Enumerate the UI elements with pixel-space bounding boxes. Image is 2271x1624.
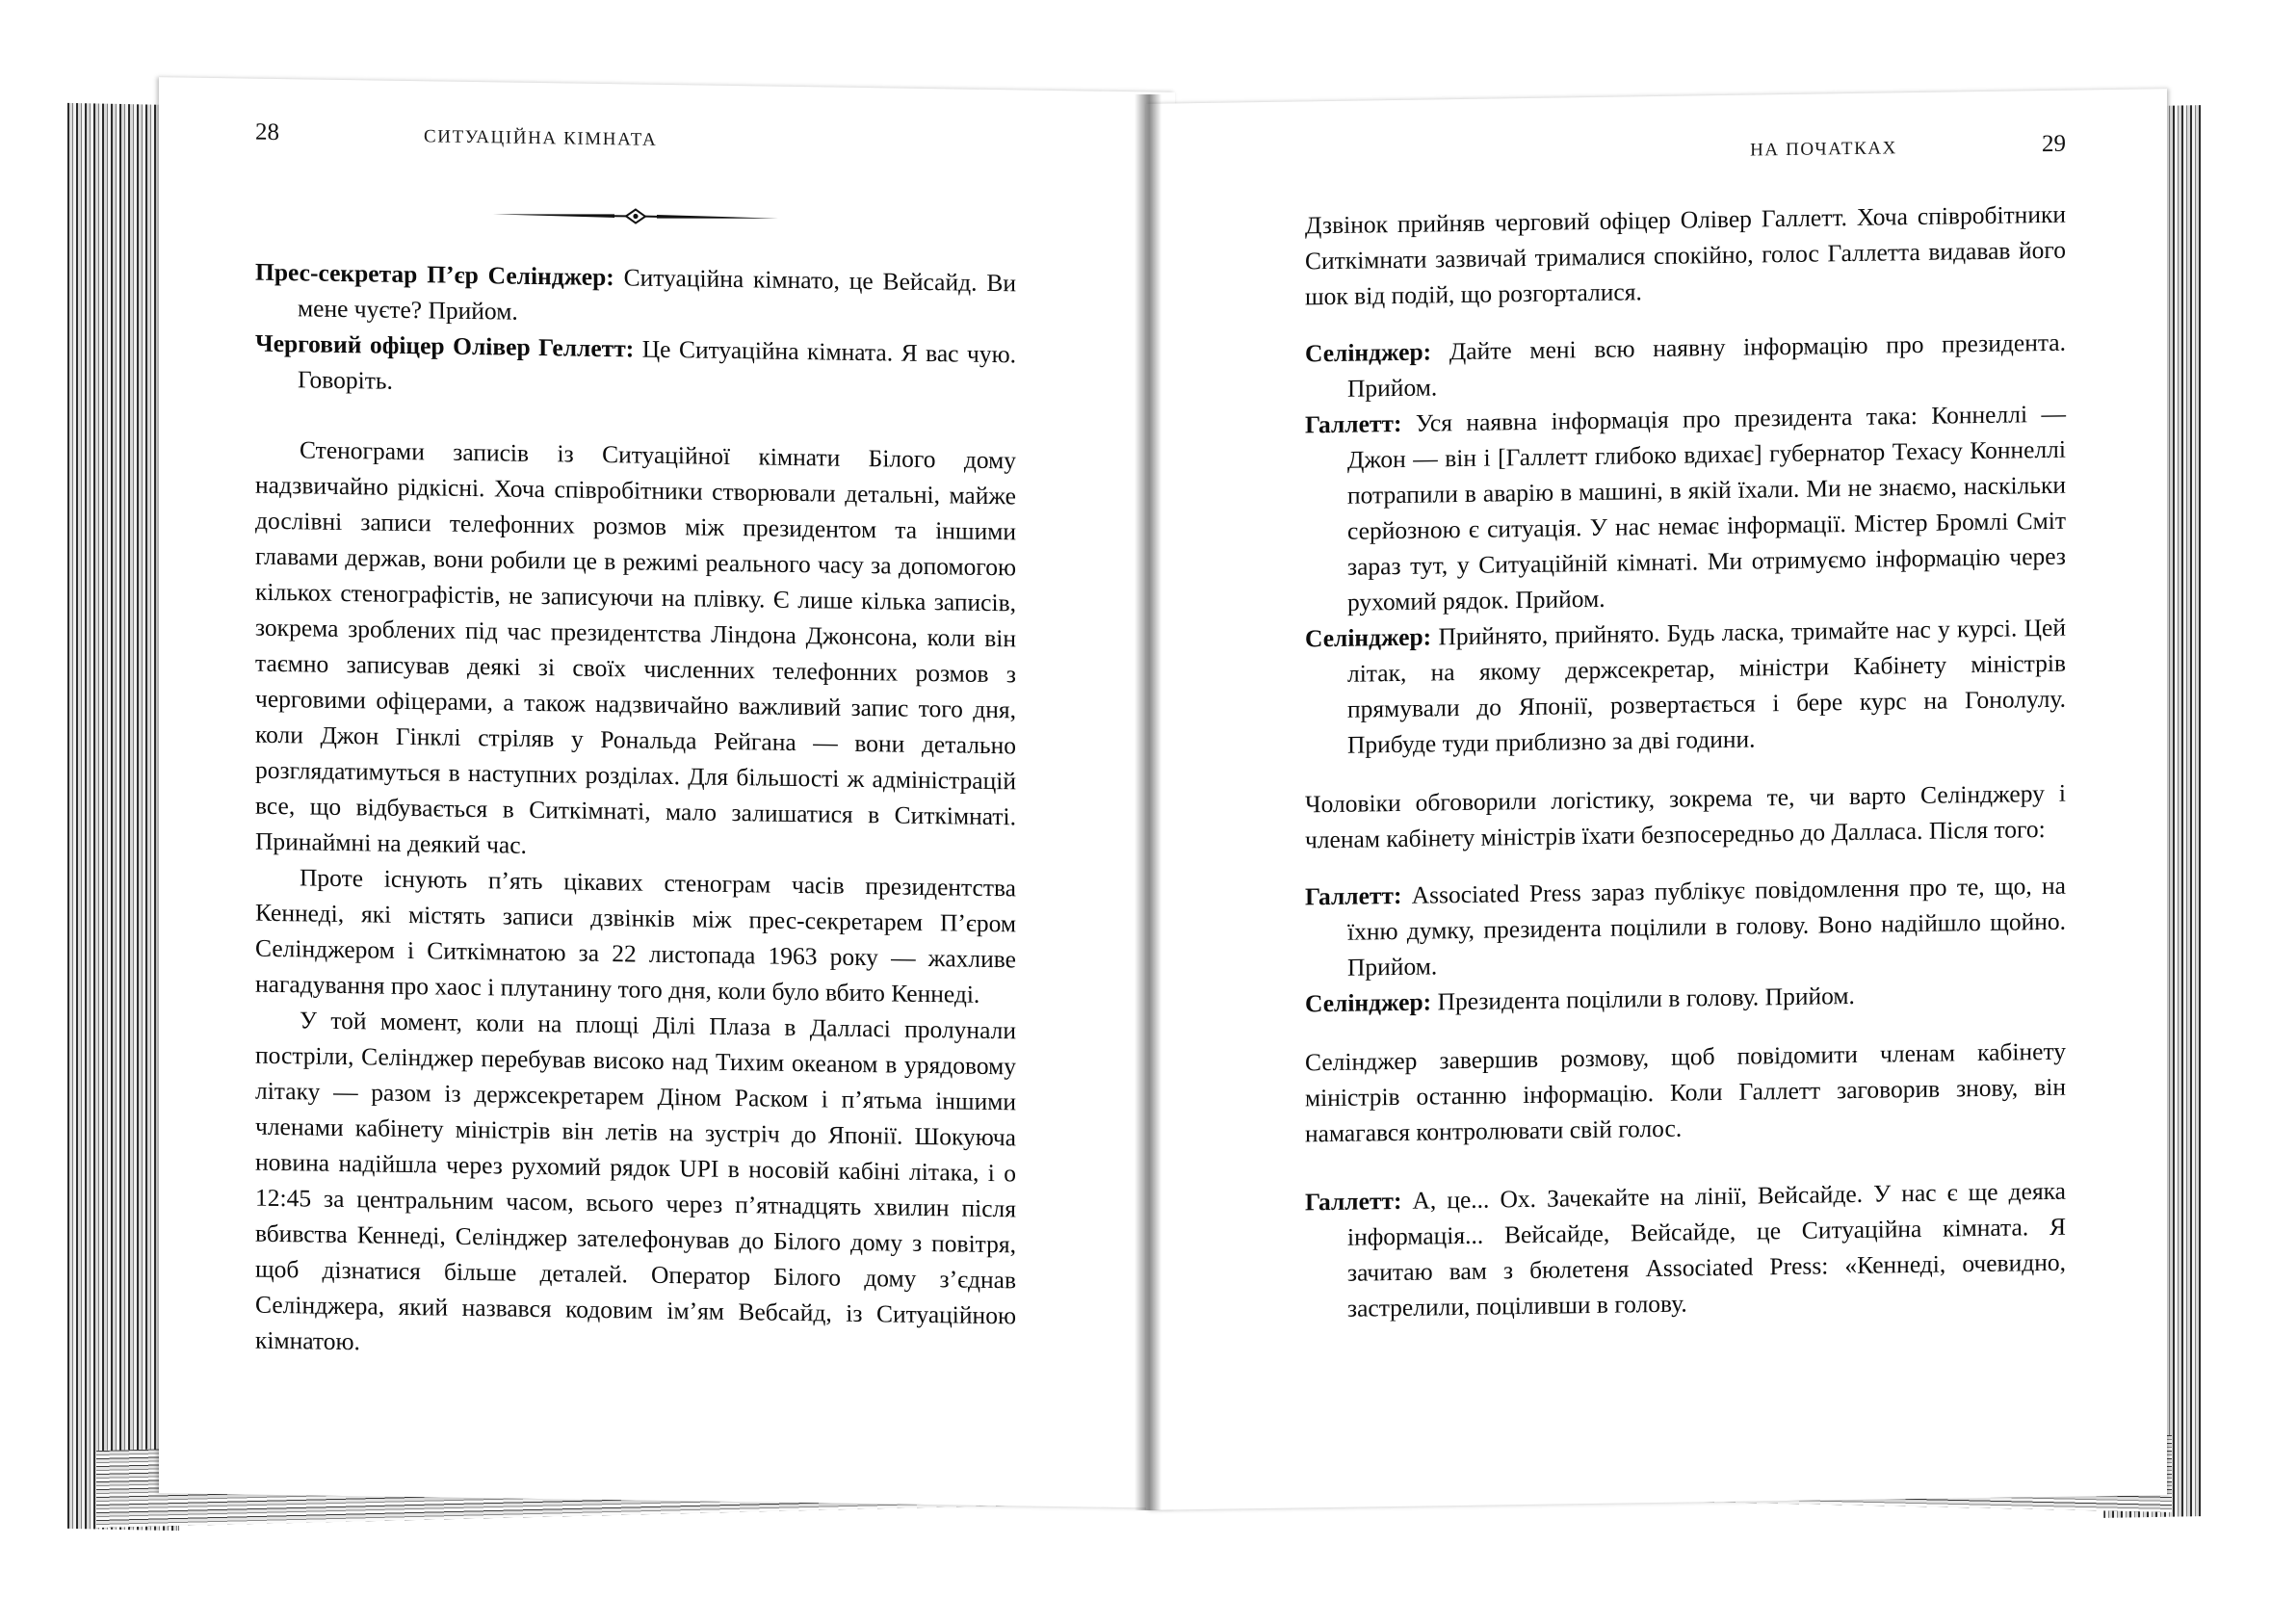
speech-text: Президента поцілили в голову. Прийом. [1431,981,1855,1016]
left-dialog-block [255,254,1016,408]
dialog-line [1305,610,2066,764]
body-paragraph: Дзвінок прийняв черговий офіцер Олівер Галлетт. Хоча співробітники Ситкімнати зазвичай трималися спокійно, голос Галлетта видавав його шок від подій, що розгорталися. [1305,199,2066,311]
speech-text: Це Ситуаційна кімната. Я вас чую. Говоріть. [298,334,1016,395]
speaker-name: Галлетт: [1305,880,1402,911]
dialog-line [1305,868,2066,986]
left-page-folio: 28 [255,118,279,146]
left-page-header [255,119,1016,175]
left-page [159,77,1175,1508]
dialog-line [1305,396,2066,621]
dialog-line [255,254,1016,337]
right-running-head: НА ПОЧАТКАХ [1750,138,1897,161]
speaker-name: Галлетт: [1305,1186,1402,1217]
body-paragraph: У той момент, коли на площі Ділі Плаза в Далласі пролунали постріли, Селінджер перебував високо над Тихим океаном в урядовому літаку — разом із держсекретарем Діном Раском і п’ятьма іншими членами кабінету міністрів він летів на зустріч до Японії. Шокуюча новина надійшла через рухомий рядок UPI в носовій кабіні літака, і о 12:45 за центральним часом, всього через п’ятнадцять хвилин після вбивства Кеннеді, Селінджер зателефонував до Білого дому з повітря, щоб дізнатися більше деталей. Оператор Білого дому з’єднав Селінджера, який назвався кодовим ім’ям Вебсайд, із Ситуаційною кімнатою. [255,1006,1016,1356]
body-paragraph: Стенограми записів із Ситуаційної кімнати Білого дому надзвичайно рідкісні. Хоча співробітники створювали детальні, майже дослівні записи телефонних розмов між президентом та іншими главами держав, вони робили це в режимі реального часу за допомогою кількох стенографістів, не записуючи на плівку. Є лише кілька записів, зокрема зроблених під час президентства Ліндона Джонсона, коли він таємно записував деякі зі своїх численних телефонних розмов з черговими офіцерами, а також надзвичайно важливий запис того дня, коли Джон Гінклі стріляв у Рональда Рейгана — вони детально розглядатимуться в наступних розділах. Для більшості ж адміністрацій все, що відбувається в Ситкімнаті, мало залишатися в Ситкімнаті. Принаймні на деякий час. [255,435,1016,859]
speaker-name: Селінджер: [1305,337,1432,368]
speaker-name: Черговий офіцер Олівер Геллетт: [255,328,635,363]
left-running-head: СИТУАЦІЙНА КІМНАТА [424,126,658,150]
right-dialog-block-two [1305,868,2066,1022]
left-page-text-column [255,119,1016,1370]
right-dialog-block-one [1305,325,2066,764]
speech-text: Прийнято, прийнято. Будь ласка, тримайте нас у курсі. Цей літак, на якому держсекретар, міністри Кабінету міністрів прямували до Японії, розвертається і бере курс на Гонолулу. Прибуде туди приблизно за дві години. [1347,613,2066,759]
speech-text: Уся наявна інформація про президента така: Коннеллі — Джон — він і [Галлетт глибоко вдихає] губернатор Техасу Коннеллі потрапили в аварію в машині, в якій їхали. Ми не знаємо, наскільки серйозною є ситуація. У нас немає інформації. Містер Бромлі Сміт зараз тут, у Ситуаційній кімнаті. Ми отримуємо інформацію через рухомий рядок. Прийом. [1347,399,2066,616]
right-page-folio: 29 [2042,130,2066,158]
dialog-line [1305,325,2066,407]
speaker-name: Селінджер: [1305,622,1432,653]
body-paragraph: Чоловіки обговорили логістику, зокрема те, чи варто Селінджеру і членам кабінету міністрів їхати безпосередньо до Далласа. Після того: [1305,778,2066,854]
speaker-name: Селінджер: [1305,987,1432,1018]
diamond-rule-ornament [255,200,1016,237]
speaker-name: Прес-секретар П’єр Селінджер: [255,257,614,292]
open-book [67,75,2201,1563]
speech-text: Дайте мені всю наявну інформацію про президента. Прийом. [1347,327,2066,403]
body-paragraph: Проте існують п’ять цікавих стенограм часів президентства Кеннеді, які містять записи дзвінків між прес-секретарем П’єром Селінджером і Ситкімнатою за 22 листопада 1963 року — жахливе нагадування про хаос і плутанину того дня, коли було вбито Кеннеді. [255,863,1016,1008]
right-dialog-block-three [1305,1173,2066,1327]
speech-text: А, це... Ох. Зачекайте на лінії, Вейсайде. У нас є ще деяка інформація... Вейсайде, Вейсайде, це Ситуаційна кімната. Я зачитаю вам з бюлетеня Associated Press: «Кеннеді, очевидно, застрелили, поціливши в голову. [1347,1176,2066,1323]
body-paragraph: Селінджер завершив розмову, щоб повідомити членам кабінету міністрів останню інформацію. Коли Галлетт заговорив знову, він намагався контролювати свій голос. [1305,1036,2066,1148]
dialog-line [1305,1173,2066,1327]
right-page-text-column [1305,131,2066,1329]
speech-text: Associated Press зараз публікує повідомлення про те, що, на їхню думку, президента поцілили в голову. Воно надійшло щойно. Прийом. [1347,871,2066,982]
speaker-name: Галлетт: [1305,408,1402,439]
dialog-line [255,326,1016,408]
right-page [1146,89,2167,1510]
speech-text: Ситуаційна кімнато, це Вейсайд. Ви мене чуєте? Прийом. [298,263,1016,326]
